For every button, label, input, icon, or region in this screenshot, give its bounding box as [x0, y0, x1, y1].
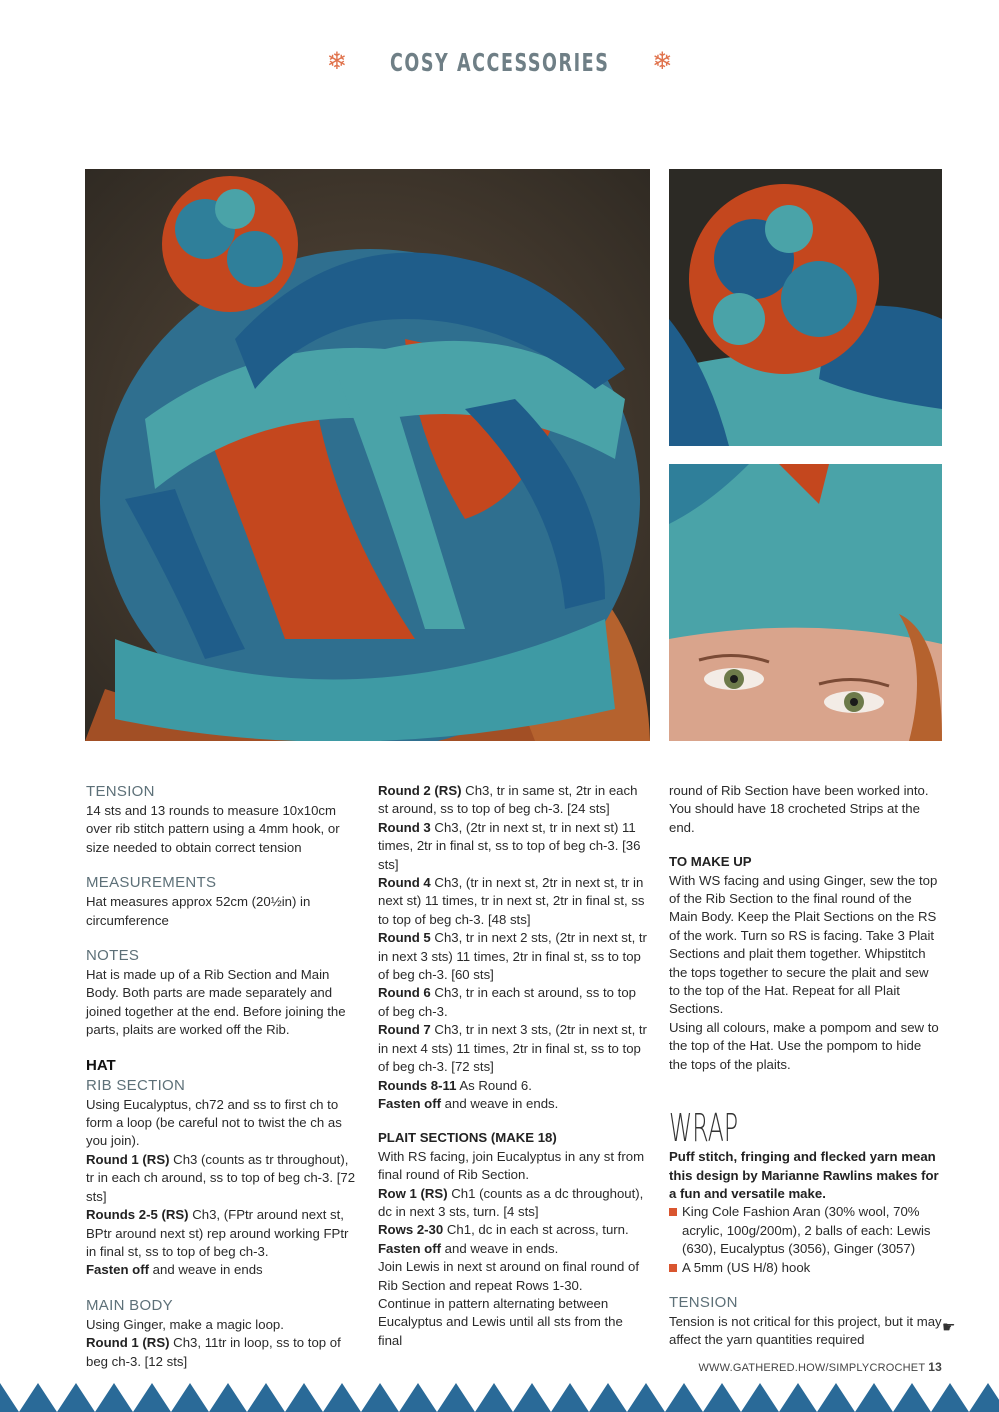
- list-item: King Cole Fashion Aran (30% wool, 70% acrylic, 100g/200m), 2 balls of each: Lewis (630), Eucalyptus (3056), Ginger (3057): [669, 1203, 943, 1258]
- hat-heading: HAT: [86, 1056, 116, 1074]
- eyes-closeup-photo: [669, 464, 942, 741]
- rounds-8-11: Rounds 8-11 As Round 6.: [378, 1077, 532, 1093]
- main-fasten-off: Fasten off and weave in ends.: [378, 1095, 559, 1111]
- pompom-detail-photo: [669, 169, 942, 446]
- page-header: [0, 44, 999, 80]
- snowflake-icon: ❄: [326, 48, 347, 75]
- plait-join: Join Lewis in next st around on final round of Rib Section and repeat Rows 1-30.: [378, 1259, 639, 1293]
- section-title: COSY ACCESSORIES: [389, 47, 610, 77]
- tension-text: 14 sts and 13 rounds to measure 10x10cm over rib stitch pattern using a 4mm hook, or size needed to obtain correct tension: [86, 803, 340, 855]
- plait-rows-2-30: Rows 2-30 Ch1, dc in each st across, turn.: [378, 1222, 629, 1238]
- main-body-heading: MAIN BODY: [86, 1296, 173, 1314]
- main-round-1: Round 1 (RS) Ch3, 11tr in loop, ss to top of beg ch-3. [12 sts]: [86, 1335, 341, 1369]
- hat-main-photo: [85, 169, 650, 741]
- round-3: Round 3 Ch3, (2tr in next st, tr in next st) 11 times, 2tr in final st, ss to top of beg ch-3. [36 sts]: [378, 819, 641, 872]
- measurements-heading: MEASUREMENTS: [86, 874, 217, 892]
- plait-fasten-off: Fasten off and weave in ends.: [378, 1240, 559, 1256]
- round-2: Round 2 (RS) Ch3, tr in same st, 2tr in each st around, ss to top of beg ch-3. [24 sts]: [378, 783, 638, 817]
- main-intro: Using Ginger, make a magic loop.: [86, 1316, 284, 1332]
- rib-round-1: Round 1 (RS) Ch3 (counts as tr throughout), tr in each ch around, ss to top of beg ch-3. [72 sts]: [86, 1151, 356, 1204]
- plait-intro: With RS facing, join Eucalyptus in any st from final round of Rib Section.: [378, 1148, 645, 1183]
- notes-heading: NOTES: [86, 947, 140, 965]
- zigzag-border: [0, 1383, 999, 1412]
- notes-text: Hat is made up of a Rib Section and Main Body. Both parts are made separately and joined together at the end. Before joining the parts, plaits are worked off the Rib.: [86, 967, 346, 1038]
- plait-sections-heading: PLAIT SECTIONS (MAKE 18): [378, 1130, 557, 1146]
- pointing-hand-icon: ☛: [942, 1319, 956, 1336]
- round-4: Round 4 Ch3, (tr in next st, 2tr in next st, tr in next st) 11 times, tr in next st, 2tr in final st, ss to top of beg ch-3. [48 sts]: [378, 875, 645, 927]
- page-number: 13: [928, 1360, 942, 1374]
- column-1: [86, 782, 358, 1371]
- plait-row-1: Row 1 (RS) Ch1 (counts as a dc throughout), dc in next 3 sts, turn. [4 sts]: [378, 1185, 644, 1219]
- pompom-text: Using all colours, make a pompom and sew to the top of the Hat. Use the pompom to hide the tops of the plaits.: [669, 1019, 939, 1072]
- rib-section-heading: RIB SECTION: [86, 1076, 186, 1094]
- make-up-heading: TO MAKE UP: [669, 854, 752, 870]
- column-2: [378, 782, 650, 1350]
- tension-heading: TENSION: [86, 783, 155, 800]
- round-7: Round 7 Ch3, tr in next 3 sts, (2tr in next st, tr in next 4 sts) 11 times, 2tr in final st, ss to top of beg ch-3. [72 sts]: [378, 1022, 647, 1075]
- snowflake-icon: ❄: [652, 48, 673, 75]
- rib-rounds-2-5: Rounds 2-5 (RS) Ch3, (FPtr around next st, BPtr around next st) rep around working FPtr in final st, ss to top of beg ch-3.: [86, 1207, 349, 1259]
- page-footer: [698, 1360, 942, 1374]
- materials-list: [669, 1203, 943, 1277]
- plait-continue-end: round of Rib Section have been worked into. You should have 18 crocheted Strips at the end.: [669, 783, 929, 835]
- measurements-text: Hat measures approx 52cm (20½in) in circumference: [86, 894, 311, 928]
- column-3: [669, 782, 943, 1350]
- plait-continue: Continue in pattern alternating between Eucalyptus and Lewis until all sts from the final: [378, 1295, 623, 1348]
- round-5: Round 5 Ch3, tr in next 2 sts, (2tr in next st, tr in next 3 sts) 11 times, 2tr in final st, ss to top of beg ch-3. [60 sts]: [378, 930, 647, 983]
- wrap-tension-text: Tension is not critical for this project, but it may affect the yarn quantities required: [669, 1313, 942, 1348]
- rib-intro: Using Eucalyptus, ch72 and ss to first ch to form a loop (be careful not to twist the ch as you join).: [86, 1096, 342, 1149]
- wrap-heading: WRAP: [669, 1106, 739, 1151]
- footer-url: WWW.GATHERED.HOW/SIMPLYCROCHET: [698, 1362, 926, 1374]
- rib-fasten-off: Fasten off and weave in ends: [86, 1262, 263, 1278]
- make-up-text: With WS facing and using Ginger, sew the top of the Rib Section to the final round of the Main Body. Keep the Plait Sections on the RS of the work. Turn so RS is facing. Take 3 Plait Sections and plait them together. Whipstitch the tops together to secure the plait and sew to the top of the Hat. Repeat for all Plait Sections.: [669, 872, 938, 1017]
- wrap-intro: Puff stitch, fringing and flecked yarn mean this design by Marianne Rawlins makes for a fun and versatile make.: [669, 1149, 939, 1201]
- wrap-tension-heading: TENSION: [669, 1293, 738, 1311]
- list-item: A 5mm (US H/8) hook: [669, 1259, 943, 1277]
- round-6: Round 6 Ch3, tr in each st around, ss to top of beg ch-3.: [378, 985, 636, 1019]
- zigzag-triangles: [0, 1383, 999, 1412]
